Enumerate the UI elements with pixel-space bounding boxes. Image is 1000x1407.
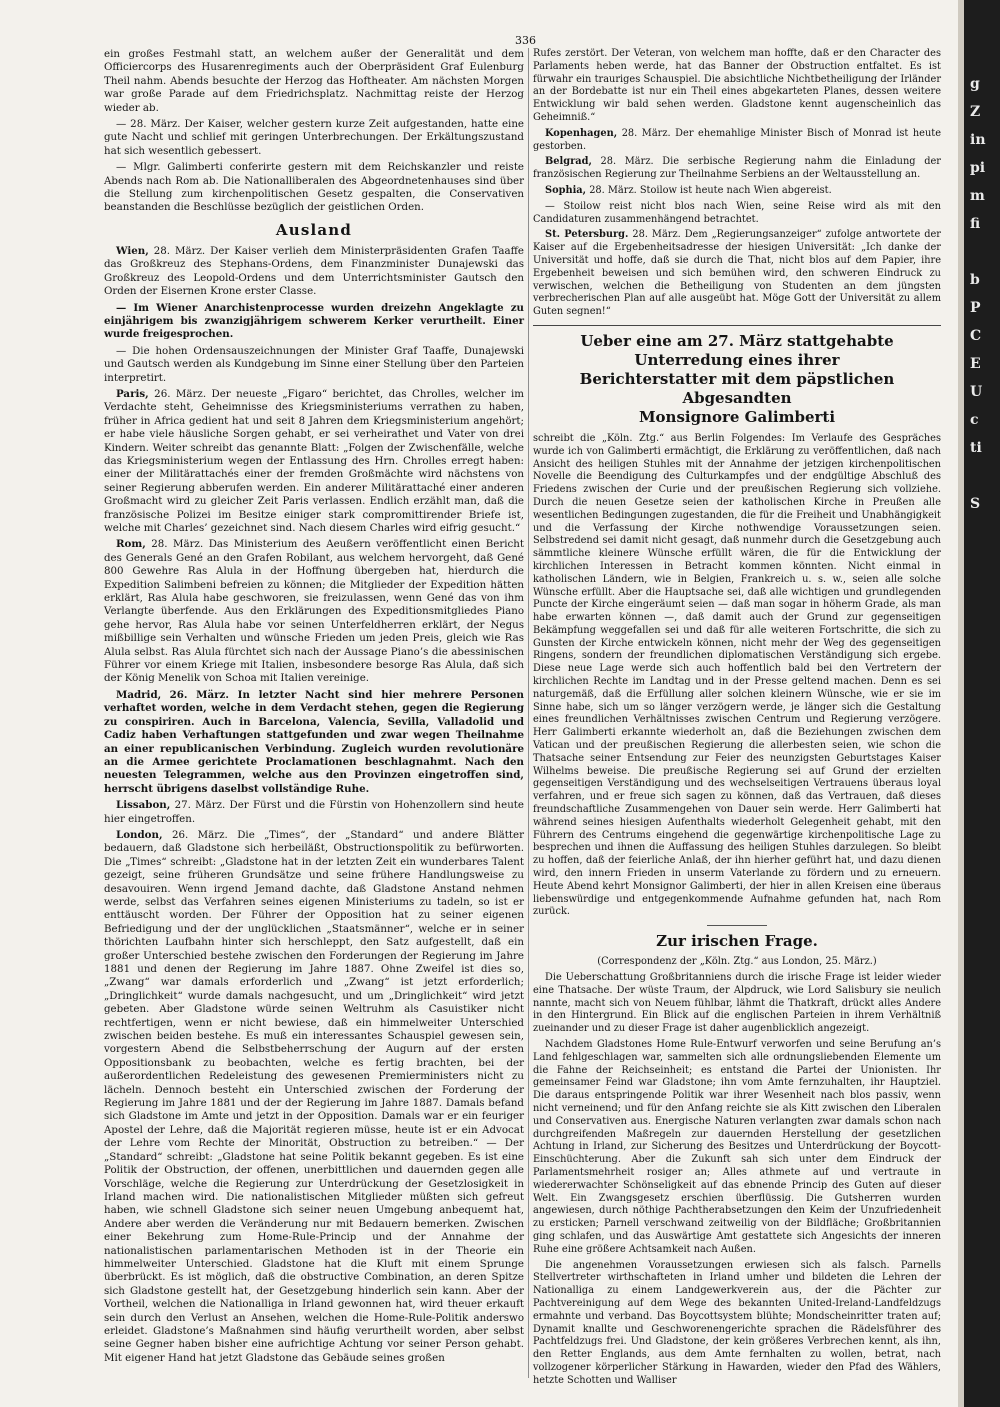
article-wien: 28. März. Der Kaiser verlieh dem Ministerpräsidenten Grafen Taaffe das Großkreuz des Stephans-Ordens, dem Finanzminister Dunajewski das Großkreuz des Leopold-Ordens und dem Unterrichtsminister Gautsch den Orden der Eisernen Krone erster Classe. — [104, 244, 524, 298]
article-lissabon: 27. März. Der Fürst und die Fürstin von Hohenzollern sind heute hier eingetroffen. — [104, 799, 524, 825]
dateline-madrid: Madrid, — [116, 688, 162, 701]
paragraph-kaiser: — 28. März. Der Kaiser, welcher gestern kurze Zeit aufgestanden, hatte eine gute Nacht und schlief mit geringen Unterbrechungen. Der Erkältungszustand hat sich wesentlich gebessert. — [104, 118, 524, 157]
headline-galimberti — [533, 332, 941, 427]
page-number: 336 — [515, 34, 536, 47]
short-rule — [707, 925, 767, 926]
dateline-sophia: Sophia, — [545, 184, 587, 196]
article-irish-1: Die Ueberschattung Großbritanniens durch die irische Frage ist leider wieder eine Thatsache. Der wüste Traum, der Alpdruck, wie Lord Salisbury sie neulich nannte, macht sich von Neuem fühlbar, lähmt die Thatkraft, drückt alles Andere in den Hintergrund. Ein Blick auf die englischen Parteien in ihrem Verhältniß zueinander und zu dieser Frage ist daher augenblicklich angezeigt. — [533, 972, 941, 1035]
headline-line-1: Ueber eine am 27. März stattgehabte Unterredung eines ihrer — [580, 331, 894, 369]
article-st-petersburg: 28. März. Dem „Regierungsanzeiger“ zufolge antwortete der Kaiser auf die Ergebenheitsadresse der hiesigen Universität: „Ich danke der Universität und hoffe, daß sie durch die That, nicht blos auf dem Papier, ihre Ergebenheit beweisen und sich bemühen wird, den schweren Eindruck zu verwischen, welchen die Betheiligung von Studenten an dem jüngsten verbrecherischen Plan auf alle ausgeübt hat. Möge Gott der Universität zu allem Guten segnen!“ — [533, 229, 941, 318]
article-sophia: 28. März. Stoilow ist heute nach Wien abgereist. — [589, 184, 832, 196]
article-london: 26. März. Die „Times“, der „Standard“ und andere Blätter bedauern, daß Gladstone sich herbeiläßt, Obstructionspolitik zu befürworten. Die „Times“ schreibt: „Gladstone hat in der letzten Zeit ein wunderbares Talent gezeigt, seine früheren Grundsätze und seine frühere Handlungsweise zu desavouiren. Wenn irgend Jemand dachte, daß Gladstone Anstand nehmen werde, selbst das Verfahren seines eigenen Ministeriums zu tadeln, so ist er enttäuscht worden. Der Führer der Opposition hat zu seiner eigenen Befriedigung und der der unglücklichen „Staatsmänner“, welche er in seiner thörichten Laufbahn hinter sich herschleppt, den Satz aufgestellt, daß ein großer Unterschied bestehe zwischen den Forderungen der Regierung im Jahre 1881 und denen der Regierung im Jahre 1887. Ohne Zweifel ist dies so, „Zwang“ war damals erforderlich und „Zwang“ ist jetzt erforderlich; „Dringlichkeit“ wurde damals nachgesucht, und um „Dringlichkeit“ wird jetzt gebeten. Aber Gladstone würde seinen Weltruhm als Casuistiker nicht rechtfertigen, wenn er nicht bewiese, daß ein himmelweiter Unterschied zwischen beiden bestehe. Es muß ein interessantes Schauspiel gewesen sein, vorgestern Abend die Selbstbeherrschung der Augurn auf der ersten Oppositionsbank zu beobachten, welche es fertig brachten, bei der außerordentlichen Redeleistung des gewesenen Premierministers nicht zu lächeln. Dennoch besteht ein Unterschied zwischen der Forderung der Regierung im Jahre 1881 und der der Regierung im Jahre 1887. Damals befand sich Gladstone im Amte und jetzt in der Opposition. Damals war er ein feuriger Apostel der Lehre, daß die Majorität regieren müsse, heute ist er ein Advocat der Lehre vom Rechte der Minorität, Obstruction zu betreiben.“ — Der „Standard“ schreibt: „Gladstone hat seine Politik bekannt gegeben. Es ist eine Politik der Obstruction, der offenen, unerbittlichen und dauernden gegen alle Vorschläge, welche die Regierung zur Unterdrückung der Gesetzlosigkeit in Irland machen wird. Die nationalistischen Mitglieder müßten sich gefreut haben, wie schnell Gladstone sich seiner neuen Umgebung anbequemt hat, Andere aber werden die Veränderung nur mit Bedauern bemerken. Zwischen einer Bekehrung zum Home-Rule-Princip und der Annahme der nationalistischen parlamentarischen Methoden ist in der Theorie ein himmelweiter Unterschied. Gladstone hat die Kluft mit einem Sprunge überbrückt. Es ist möglich, daß die obstructive Combination, an deren Spitze sich Gladstone gestellt hat, der Gesetzgebung hinderlich sein kann. Aber der Vortheil, welchen die Nationalliga in Irland gewonnen hat, wird theuer erkauft sein durch den Verlust an Ansehen, welchen die Home-Rule-Politik anderswo erleidet. Gladstone’s Maßnahmen sind häufig verurtheilt worden, aber selbst seine Gegner haben bisher eine aufrichtige Achtung vor seiner Person gehabt. Mit eigener Hand hat jetzt Gladstone das Gebäude seines großen — [104, 828, 524, 1364]
article-rom: 28. März. Das Ministerium des Aeußern veröffentlicht einen Bericht des Generals Gené an den Grafen Robilant, aus welchem hervorgeht, daß Gené 800 Gewehre Ras Alula in der Hoffnung übergeben hat, hierdurch die Expedition Salimbeni befreien zu können; die Mitglieder der Expedition hätten erklärt, Ras Alula habe geschworen, sie freizulassen, wenn Gené das von ihm Verlangte überfende. Aus den Erklärungen des Expeditionsmitgliedes Piano gehe hervor, Ras Alula habe vor seinen Unterfeldherren erklärt, der Negus mißbillige sein Verhalten und wünsche Frieden um jeden Preis, gleich wie Ras Alula selbst. Ras Alula fürchtet sich nach der Aussage Piano’s die abessinischen Führer vor einem Kriege mit Italien, insbesondere besorge Ras Alula, daß sich der König Menelik von Schoa mit Italien vereinige. — [104, 538, 524, 685]
section-heading-ausland: Ausland — [275, 220, 353, 239]
article-anarchistenprocess: — Im Wiener Anarchistenprocesse wurden dreizehn Angeklagte zu einjährigem bis zwanzigjährigem schwerem Kerker verurtheilt. Einer wurde freigesprochen. — [104, 301, 524, 341]
column-divider — [528, 48, 529, 1378]
dateline-wien: Wien, — [116, 244, 149, 257]
dateline-london: London, — [116, 828, 163, 841]
article-irish-3: Die angenehmen Voraussetzungen erwiesen sich als falsch. Parnells Stellvertreter wirthschafteten in Irland umher und bildeten die Lehren der Nationalliga zu einem Landgewerkverein aus, der die Pächter zur Pachtvereinigung auf dem Wege des bekannten United-Ireland-Landfeldzugs ermahnte und verband. Das Boycottsystem blühte; Mondscheinritter traten auf; Dynamit knallte und Geschworenengerichte sprachen die Rädelsführer des Pachtfeldzugs frei. Und Gladstone, der kein größeres Verbrechen kennt, als ihn, den Retter Englands, aus dem Amte fernhalten zu wollen, betrat, nach vollzogener körperlicher Stärkung in Hawarden, wieder den Pfad des Wählers, hetzte Schotten und Walliser — [533, 1259, 941, 1386]
dateline-lissabon: Lissabon, — [116, 799, 171, 812]
article-kopenhagen: 28. März. Der ehemahlige Minister Bisch of Monrad ist heute gestorben. — [533, 127, 941, 152]
article-paris: 26. März. Der neueste „Figaro“ berichtet, das Chrolles, welcher im Verdachte steht, Geheimnisse des Kriegsministeriums verrathen zu haben, früher in Africa gedient hat und seit 8 Jahren dem Kriegsministerium angehört; er habe viele häusliche Sorgen gehabt, er sei verheirathet und Vater von drei Kindern. Weiter schreibt das genannte Blatt: „Folgen der Zwischenfälle, welche das Kriegsministerium wegen der Entlassung des Hrn. Chrolles erregt haben: einer der Militärattachés einer der fremden Großmächte wird nächstens von seiner Regierung abberufen werden. Ein anderer Militärattaché einer anderen Großmacht wird zu gleicher Zeit Paris verlassen. Endlich erzählt man, daß die französische Polizei im Besitze einiger stark compromittirender Briefe ist, welche mit Charles’ gezeichnet sind. Nach diesem Charles wird eifrig gesucht.“ — [104, 387, 524, 534]
paragraph-galimberti-reise: — Mlgr. Galimberti conferirte gestern mit dem Reichskanzler und reiste Abends nach Rom ab. Die Nationalliberalen des Abgeordnetenhauses sind über die Stellung zum kirchenpolitischen Gesetz gespalten, die Conservativen beanstanden die Beschlüsse bezüglich der geistlichen Orden. — [104, 161, 524, 214]
left-column — [104, 48, 524, 1368]
page-edge — [958, 0, 964, 1407]
right-column — [533, 48, 941, 1391]
article-sophia-2: — Stoilow reist nicht blos nach Wien, seine Reise wird als mit den Candidaturen zusammenhängend betrachtet. — [533, 200, 941, 225]
headline-line-2: Berichterstatter mit dem päpstlichen Abgesandten — [579, 369, 895, 407]
paragraph-rufes: Rufes zerstört. Der Veteran, von welchem man hoffte, daß er den Character des Parlaments heben werde, hat das Banner der Obstruction entfaltet. Es ist fürwahr ein trauriges Schauspiel. Die absichtliche Nichtbetheiligung der Irländer an der Bordebatte ist nur ein Theil eines abgekarteten Planes, dessen weitere Entwicklung wir bald sehen werden. Gladstone kennt augenscheinlich das Geheimniß.“ — [533, 48, 941, 123]
dateline-belgrad: Belgrad, — [545, 156, 592, 168]
article-galimberti: schreibt die „Köln. Ztg.“ aus Berlin Folgendes: Im Verlaufe des Gespräches wurde ich von Galimberti ermächtigt, die Erklärung zu veröffentlichen, daß nach Ansicht des heiligen Stuhles mit der Annahme der jetzigen kirchenpolitischen Novelle die Beendigung des Culturkampfes und der endgültige Abschluß des Friedens zwischen der Curie und der preußischen Regierung sich vollziehe. Durch die neuen Gesetze seien der katholischen Kirche in Preußen alle wesentlichen Bedingungen zugestanden, die für die Freiheit und Unabhängigkeit und die Verfassung der Kirche nothwendige Voraussetzungen seien. Selbstredend sei damit nicht gesagt, daß nunmehr durch die Gesetzgebung auch sämmtliche kleinere Wünsche erfüllt wären, die für die Entwicklung der kirchlichen Interessen in Betracht kommen könnten. Nicht einmal in katholischen Ländern, wie in Belgien, Frankreich u. s. w., seien alle solche Wünsche erfüllt. Aber die Hauptsache sei, daß alle wichtigen und grundlegenden Puncte der Kirche eingeräumt seien — daß man sogar in höherm Grade, als man habe erwarten können —, daß damit auch der Grund zur gegenseitigen Bekämpfung weggefallen sei und daß für alle weiteren Fortschritte, die sich zu Gunsten der Kirche entwickeln können, nicht mehr der Weg des gegenseitigen Ringens, sondern der freundlichen diplomatischen Verständigung sich ergebe. Diese neue Lage werde sich auch hoffentlich bald bei den Vertretern der kirchlichen Rechte im Landtag und in der Presse geltend machen. Denn es sei naturgemäß, daß die Erfüllung aller solchen kleinern Wünsche, wie er sie im Sinne habe, sich um so länger verzögern werde, je länger sich die Gestaltung eines freundlichen Verhältnisses zwischen Centrum und Regierung verzögere. Herr Galimberti erkannte wiederholt an, daß die Beziehungen zwischen dem Vatican und der preußischen Regierung die allerbesten seien, wie schon die Thatsache seiner Entsendung zur Feier des neunzigsten Geburtstages Kaiser Wilhelms beweise. Die preußische Regierung sei auf Grund der erzielten gegenseitigen Verständigung und des wechselseitigen Vertrauens überaus loyal verfahren, und er freue sich sagen zu können, daß das Vertrauen, daß dieses freundschaftliche Zusammengehen von Dauer sein werde. Herr Galimberti hat während seines hiesigen Aufenthalts wiederholt Gelegenheit gehabt, mit den Führern des Centrums eingehend die gegenwärtige kirchenpolitische Lage zu besprechen und ihnen die Auffassung des heiligen Stuhles darzulegen. So bleibt zu hoffen, daß der feierliche Anlaß, der ihn hierher geführt hat, und dazu dienen wird, den innern Frieden in unserm Vaterlande zu fördern und zu erneuern. Heute Abend kehrt Monsignor Galimberti, der hier in allen Kreisen eine überaus liebenswürdige und entgegenkommende Aufnahme gefunden hat, nach Rom zurück. — [533, 432, 941, 918]
dateline-paris: Paris, — [116, 387, 149, 400]
headline-irische-frage: Zur irischen Frage. — [656, 932, 818, 951]
rule-line — [533, 325, 941, 326]
dateline-kopenhagen: Kopenhagen, — [545, 127, 618, 139]
paragraph-festmahl: ein großes Festmahl statt, an welchem außer der Generalität und dem Officiercorps des Husarenregiments auch der Oberpräsident Graf Eulenburg Theil nahm. Abends besuchte der Herzog das Hoftheater. Am nächsten Morgen war große Parade auf dem Friedrichsplatz. Nachmittag reiste der Herzog wieder ab. — [104, 48, 524, 114]
adjacent-page-fragments: g Z in pi m fi b P C E U c ti S — [970, 76, 986, 512]
article-irish-2: Nachdem Gladstones Home Rule-Entwurf verworfen und seine Berufung an’s Land fehlgeschlagen war, sammelten sich alle ordnungsliebenden Elemente um die Fahne der Reichseinheit; es entstand die Partei der Unionisten. Ihr gemeinsamer Feind war Gladstone; ihn vom Amte fernzuhalten, ihr Hauptziel. Die daraus entspringende Politik war ihrer Wesenheit nach blos passiv, wenn nicht verneinend; und für den Anfang reichte sie als Kitt zwischen den Liberalen und Conservativen aus. Energische Naturen verlangten zwar damals schon nach durchgreifenden Maßregeln zur dauernden Herstellung der gesetzlichen Achtung in Irland, zur Sicherung des Besitzes und Unterdrückung der Boycott-Einschüchterung. Aber die Zukunft sah sich unter dem Eindruck der Parlamentsmehrheit rosiger an; Alles athmete auf und vertraute in wiedererwachter Schönseligkeit auf das ebnende Princip des Guten auf dieser Welt. Ein Zwangsgesetz erschien überflüssig. Die Gutsherren wurden angewiesen, durch nöthige Pachtherabsetzungen den Keim der Unzufriedenheit zu ersticken; Parnell verschwand zeitweilig von der Bildfläche; Großbritannien ging schlafen, und das Auswärtige Amt gestattete sich Angesichts der inneren Ruhe eine größere Achtsamkeit nach Außen. — [533, 1039, 941, 1255]
dateline-rom: Rom, — [116, 538, 146, 551]
dateline-st-petersburg: St. Petersburg. — [545, 229, 629, 241]
article-madrid: 26. März. In letzter Nacht sind hier mehrere Personen verhaftet worden, welche in dem Verdacht stehen, gegen die Regierung zu conspiriren. Auch in Barcelona, Valencia, Sevilla, Valladolid und Cadiz haben Verhaftungen stattgefunden und zwar wegen Theilnahme an einer republicanischen Verbindung. Zugleich wurden revolutionäre an die Armee gerichtete Proclamationen beschlagnahmt. Nach den neuesten Telegrammen, welche aus den Provinzen eingetroffen sind, herrscht übrigens daselbst vollständige Ruhe. — [104, 688, 524, 795]
subheadline-irische-frage: (Correspondenz der „Köln. Ztg.“ aus London, 25. März.) — [597, 956, 877, 968]
headline-line-3: Monsignore Galimberti — [638, 407, 836, 426]
article-belgrad: 28. März. Die serbische Regierung nahm die Einladung der französischen Regierung zur Theilnahme Serbiens an der Weltausstellung an. — [533, 156, 941, 181]
adjacent-page-strip — [958, 0, 1000, 1407]
article-ordensauszeichnungen: — Die hohen Ordensauszeichnungen der Minister Graf Taaffe, Dunajewski und Gautsch werden als Kundgebung im Sinne einer Stellung über den Parteien interpretirt. — [104, 344, 524, 384]
